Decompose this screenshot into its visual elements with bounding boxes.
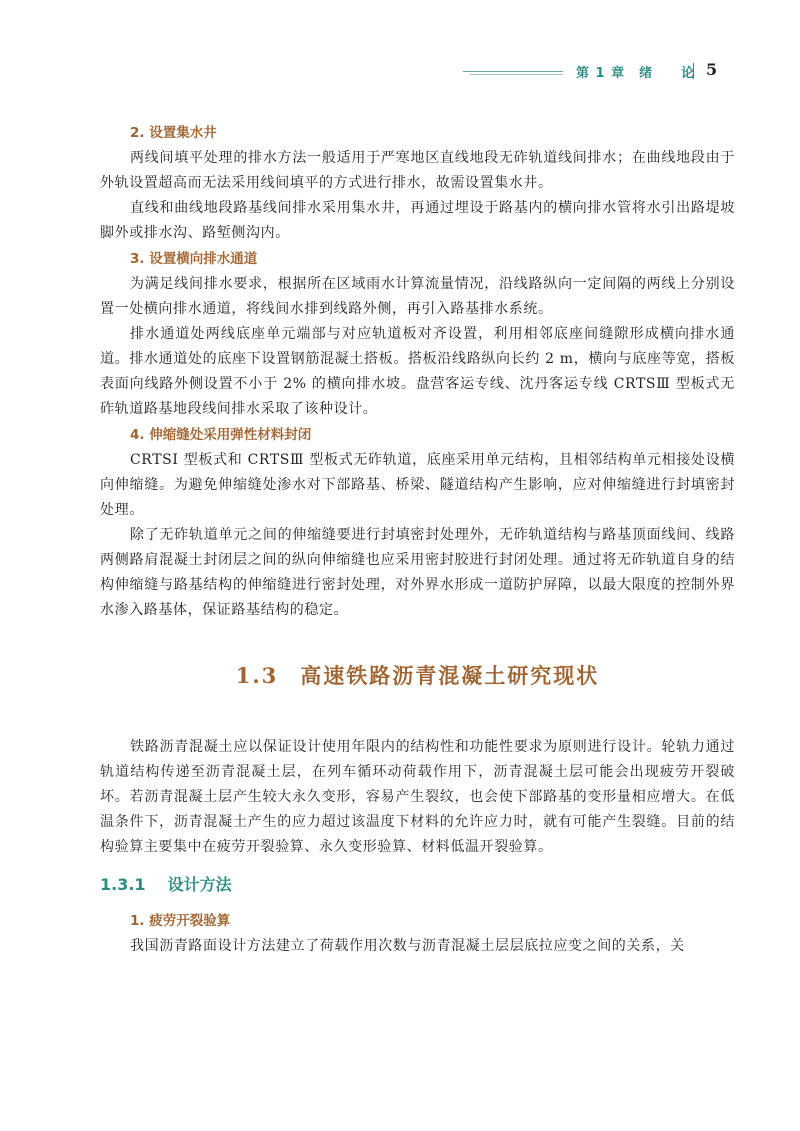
section-number: 1.3: [235, 663, 279, 688]
paragraph: 除了无砟轨道单元之间的伸缩缝要进行封填密封处理外，无砟轨道结构与路基顶面线间、线路两侧路肩混凝土封闭层之间的纵向伸缩缝也应采用密封胶进行封闭处理。通过将无砟轨道自身的结构伸缩缝与路基结构的伸缩缝进行密封处理，对外界水形成一道防护屏障，以最大限度的控制外界水渗入路基体，保证路基结构的稳定。: [100, 527, 735, 618]
subsection-heading: [100, 872, 735, 898]
paragraph: CRTSⅠ 型板式和 CRTSⅢ 型板式无砟轨道，底座采用单元结构，且相邻结构单元相接处设横向伸缩缝。为避免伸缩缝处渗水对下部路基、桥梁、隧道结构产生影响，应对伸缩缝进行封填密封处理。: [100, 452, 735, 518]
paragraph: 铁路沥青混凝土应以保证设计使用年限内的结构性和功能性要求为原则进行设计。轮轨力通过轨道结构传递至沥青混凝土层，在列车循环动荷载作用下，沥青混凝土层可能会出现疲劳开裂破坏。若沥青混凝土层产生较大永久变形，容易产生裂纹，也会使下部路基的变形量相应增大。在低温条件下，沥青混凝土产生的应力超过该温度下材料的允许应力时，就有可能产生裂缝。目前的结构验算主要集中在疲劳开裂验算、永久变形验算、材料低温开裂验算。: [100, 739, 735, 855]
paragraph: 直线和曲线地段路基线间排水采用集水井，再通过埋设于路基内的横向排水管将水引出路堤坡脚外或排水沟、路堑侧沟内。: [100, 200, 735, 241]
subsection-number: 1.3.1: [100, 875, 146, 894]
section-title: 高速铁路沥青混凝土研究现状: [300, 663, 600, 688]
chapter-title: 第 1 章 绪 论: [576, 66, 696, 81]
paragraph: 为满足线间排水要求，根据所在区域雨水计算流量情况，沿线路纵向一定间隔的两线上分别设置一处横向排水通道，将线间水排到线路外侧，再引入路基排水系统。: [100, 276, 735, 317]
section-heading: [100, 661, 735, 691]
paragraph: 我国沥青路面设计方法建立了荷载作用次数与沥青混凝土层层底拉应变之间的关系，关: [130, 938, 685, 954]
subheading-transverse-drainage: 3. 设置横向排水通道: [130, 251, 258, 267]
page-body: [100, 120, 735, 959]
header-divider: [693, 63, 694, 79]
subheading-fatigue-cracking: 1. 疲劳开裂验算: [130, 913, 231, 929]
subsection-title: 设计方法: [167, 875, 232, 894]
running-header: [0, 62, 800, 86]
subheading-collection-well: 2. 设置集水井: [130, 125, 217, 141]
subheading-expansion-joint: 4. 伸缩缝处采用弹性材料封闭: [130, 427, 312, 443]
header-rule-secondary: [470, 74, 563, 75]
paragraph: 排水通道处两线底座单元端部与对应轨道板对齐设置，利用相邻底座间缝隙形成横向排水通道。排水通道处的底座下设置钢筋混凝土搭板。搭板沿线路纵向长约 2 m，横向与底座等宽，搭板表面向线路外侧设置不小于 2% 的横向排水坡。盘营客运专线、沈丹客运专线 CRTSⅢ 型板式无砟轨道路基地段线间排水采取了该种设计。: [100, 326, 735, 417]
page-number: 5: [706, 60, 718, 79]
paragraph: 两线间填平处理的排水方法一般适用于严寒地区直线地段无砟轨道线间排水；在曲线地段由于外轨设置超高而无法采用线间填平的方式进行排水，故需设置集水井。: [100, 150, 735, 191]
header-rule: [463, 71, 563, 72]
